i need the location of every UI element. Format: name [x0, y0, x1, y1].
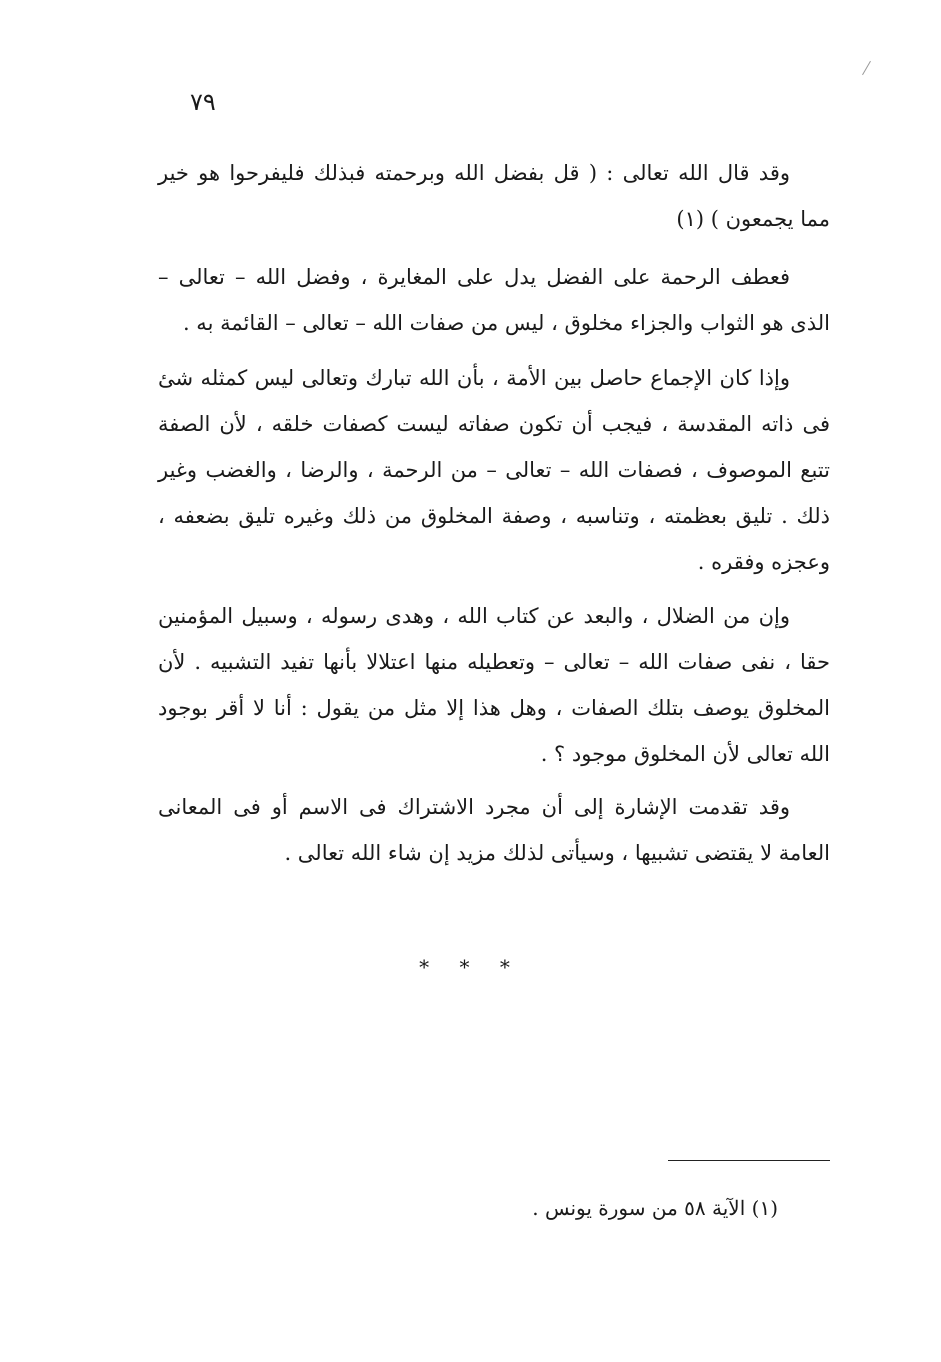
paragraph-text: وإذا كان الإجماع حاصل بين الأمة ، بأن الله تبارك وتعالى ليس كمثله شئ فى ذاته المقدسة ، فيجب أن تكون صفاته ليست كصفات خلقه ، لأن الصفة تتبع الموصوف ، فصفات الله – تعالى – من الرحمة ، والرضا ، والغضب وغير ذلك . تليق بعظمته ، وتناسبه ، وصفة المخلوق من ذلك وغيره تليق بضعفه ، وعجزه وفقره .: [158, 366, 830, 574]
paragraph-3: [158, 355, 830, 585]
section-separator-stars: * * *: [419, 955, 522, 979]
page-number: ٧٩: [190, 88, 216, 116]
margin-mark: [862, 61, 871, 75]
paragraph-text: وقد قال الله تعالى : ( قل بفضل الله وبرحمته فبذلك فليفرحوا هو خير مما يجمعون ) (١): [158, 161, 830, 231]
paragraph-4: [158, 593, 830, 777]
paragraph-1: [158, 150, 830, 242]
paragraph-5: [158, 784, 830, 876]
footnote: (١) الآية ٥٨ من سورة يونس .: [532, 1196, 778, 1220]
paragraph-text: وقد تقدمت الإشارة إلى أن مجرد الاشتراك فى الاسم أو فى المعانى العامة لا يقتضى تشبيها ، وسيأتى لذلك مزيد إن شاء الله تعالى .: [158, 795, 830, 865]
paragraph-text: وإن من الضلال ، والبعد عن كتاب الله ، وهدى رسوله ، وسبيل المؤمنين حقا ، نفى صفات الله – تعالى – وتعطيله منها اعتلالا بأنها تفيد التشبيه . لأن المخلوق يوصف بتلك الصفات ، وهل هذا إلا مثل من يقول : أنا لا أقر بوجود الله تعالى لأن المخلوق موجود ؟ .: [158, 604, 830, 766]
paragraph-2: [158, 254, 830, 346]
footnote-divider: [668, 1160, 830, 1161]
paragraph-text: فعطف الرحمة على الفضل يدل على المغايرة ، وفضل الله – تعالى – الذى هو الثواب والجزاء مخلوق ، ليس من صفات الله – تعالى – القائمة به .: [158, 265, 830, 335]
